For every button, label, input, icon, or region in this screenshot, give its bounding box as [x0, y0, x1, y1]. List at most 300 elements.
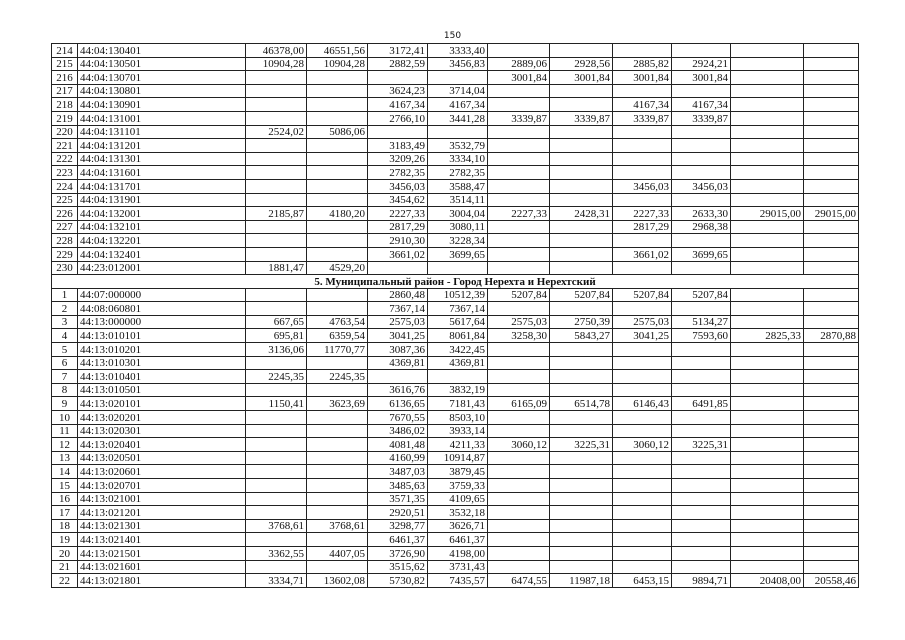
value-cell: 3001,84: [488, 71, 550, 85]
cadastral-number-cell: 44:04:132001: [78, 207, 246, 221]
row-number-cell: 10: [52, 411, 78, 425]
value-cell: [246, 533, 307, 547]
value-cell: [488, 533, 550, 547]
value-cell: [804, 424, 859, 438]
value-cell: 3001,84: [672, 71, 731, 85]
value-cell: [804, 247, 859, 261]
value-cell: 6474,55: [488, 574, 550, 588]
cadastral-number-cell: 44:13:020701: [78, 479, 246, 493]
value-cell: [613, 84, 672, 98]
value-cell: [307, 451, 368, 465]
value-cell: 3515,62: [368, 560, 428, 574]
value-cell: 2870,88: [804, 329, 859, 343]
value-cell: [307, 465, 368, 479]
cadastral-number-cell: 44:13:020201: [78, 411, 246, 425]
value-cell: 2882,59: [368, 57, 428, 71]
table-row: [52, 207, 859, 221]
row-number-cell: 221: [52, 139, 78, 153]
value-cell: [731, 302, 804, 316]
value-cell: [731, 179, 804, 193]
row-number-cell: 18: [52, 519, 78, 533]
value-cell: 6146,43: [613, 397, 672, 411]
row-number-cell: 12: [52, 438, 78, 452]
value-cell: [804, 166, 859, 180]
cadastral-number-cell: 44:04:131301: [78, 152, 246, 166]
value-cell: [488, 411, 550, 425]
value-cell: 3060,12: [613, 438, 672, 452]
value-cell: 4369,81: [428, 356, 488, 370]
table-row: [52, 574, 859, 588]
table-row: [52, 302, 859, 316]
value-cell: 3080,11: [428, 220, 488, 234]
value-cell: [550, 125, 613, 139]
table-body-top: [52, 44, 859, 275]
value-cell: 7367,14: [428, 302, 488, 316]
value-cell: [307, 234, 368, 248]
value-cell: [731, 397, 804, 411]
cadastral-number-cell: 44:13:020301: [78, 424, 246, 438]
table-row: [52, 438, 859, 452]
value-cell: 3441,28: [428, 111, 488, 125]
value-cell: [613, 139, 672, 153]
value-cell: [804, 234, 859, 248]
value-cell: [613, 451, 672, 465]
table-row: [52, 220, 859, 234]
value-cell: 2920,51: [368, 506, 428, 520]
value-cell: [307, 247, 368, 261]
cadastral-number-cell: 44:04:132201: [78, 234, 246, 248]
cadastral-number-cell: 44:13:020501: [78, 451, 246, 465]
table-row: [52, 465, 859, 479]
value-cell: [307, 479, 368, 493]
value-cell: 3136,06: [246, 343, 307, 357]
value-cell: [246, 84, 307, 98]
value-cell: [246, 111, 307, 125]
row-number-cell: 223: [52, 166, 78, 180]
value-cell: [488, 356, 550, 370]
table-row: [52, 397, 859, 411]
section-header-row: [52, 275, 859, 289]
value-cell: [488, 193, 550, 207]
value-cell: [613, 424, 672, 438]
value-cell: [731, 519, 804, 533]
value-cell: 3362,55: [246, 546, 307, 560]
table-body-bottom: [52, 288, 859, 587]
value-cell: 10904,28: [307, 57, 368, 71]
value-cell: 3339,87: [550, 111, 613, 125]
table-row: [52, 383, 859, 397]
value-cell: [550, 370, 613, 384]
value-cell: 3060,12: [488, 438, 550, 452]
value-cell: [488, 261, 550, 275]
value-cell: [488, 343, 550, 357]
value-cell: [672, 166, 731, 180]
value-cell: 2227,33: [613, 207, 672, 221]
value-cell: 695,81: [246, 329, 307, 343]
value-cell: 2928,56: [550, 57, 613, 71]
value-cell: 46378,00: [246, 44, 307, 58]
value-cell: [731, 492, 804, 506]
value-cell: [550, 234, 613, 248]
value-cell: [804, 383, 859, 397]
value-cell: [804, 44, 859, 58]
value-cell: [804, 343, 859, 357]
value-cell: [488, 179, 550, 193]
value-cell: [613, 411, 672, 425]
value-cell: [672, 125, 731, 139]
value-cell: [550, 179, 613, 193]
value-cell: 3623,69: [307, 397, 368, 411]
value-cell: [488, 546, 550, 560]
value-cell: [672, 560, 731, 574]
value-cell: [613, 356, 672, 370]
row-number-cell: 219: [52, 111, 78, 125]
value-cell: 3041,25: [613, 329, 672, 343]
value-cell: [804, 139, 859, 153]
value-cell: 4160,99: [368, 451, 428, 465]
cadastral-number-cell: 44:04:132101: [78, 220, 246, 234]
value-cell: [731, 465, 804, 479]
table-row: [52, 492, 859, 506]
value-cell: [550, 411, 613, 425]
value-cell: 2825,33: [731, 329, 804, 343]
value-cell: 3624,23: [368, 84, 428, 98]
value-cell: 2428,31: [550, 207, 613, 221]
value-cell: [307, 288, 368, 302]
value-cell: 2817,29: [613, 220, 672, 234]
value-cell: 2575,03: [488, 315, 550, 329]
value-cell: [613, 479, 672, 493]
value-cell: [488, 479, 550, 493]
value-cell: 9894,71: [672, 574, 731, 588]
value-cell: [307, 424, 368, 438]
row-number-cell: 216: [52, 71, 78, 85]
row-number-cell: 13: [52, 451, 78, 465]
value-cell: [731, 234, 804, 248]
value-cell: [246, 220, 307, 234]
value-cell: 3933,14: [428, 424, 488, 438]
value-cell: 2245,35: [246, 370, 307, 384]
value-cell: 4180,20: [307, 207, 368, 221]
value-cell: [488, 234, 550, 248]
cadastral-number-cell: 44:13:010201: [78, 343, 246, 357]
row-number-cell: 15: [52, 479, 78, 493]
value-cell: 6461,37: [428, 533, 488, 547]
value-cell: [550, 519, 613, 533]
value-cell: 2245,35: [307, 370, 368, 384]
value-cell: 2750,39: [550, 315, 613, 329]
row-number-cell: 22: [52, 574, 78, 588]
value-cell: [731, 356, 804, 370]
value-cell: 4211,33: [428, 438, 488, 452]
value-cell: [804, 356, 859, 370]
value-cell: 3001,84: [613, 71, 672, 85]
value-cell: [488, 560, 550, 574]
value-cell: [550, 479, 613, 493]
value-cell: 4763,54: [307, 315, 368, 329]
value-cell: [731, 479, 804, 493]
value-cell: 3571,35: [368, 492, 428, 506]
row-number-cell: 220: [52, 125, 78, 139]
value-cell: [246, 288, 307, 302]
value-cell: [804, 560, 859, 574]
table-row: [52, 560, 859, 574]
value-cell: [550, 343, 613, 357]
value-cell: [246, 179, 307, 193]
value-cell: [672, 479, 731, 493]
value-cell: [307, 193, 368, 207]
row-number-cell: 9: [52, 397, 78, 411]
value-cell: [488, 152, 550, 166]
value-cell: [488, 424, 550, 438]
value-cell: 2817,29: [368, 220, 428, 234]
value-cell: 1150,41: [246, 397, 307, 411]
value-cell: [246, 302, 307, 316]
value-cell: [731, 57, 804, 71]
value-cell: [731, 533, 804, 547]
value-cell: [246, 234, 307, 248]
value-cell: [804, 370, 859, 384]
value-cell: 1881,47: [246, 261, 307, 275]
value-cell: 20408,00: [731, 574, 804, 588]
value-cell: [368, 261, 428, 275]
value-cell: [246, 451, 307, 465]
value-cell: [672, 356, 731, 370]
cadastral-number-cell: 44:04:132401: [78, 247, 246, 261]
value-cell: [246, 479, 307, 493]
value-cell: 8061,84: [428, 329, 488, 343]
table-row: [52, 411, 859, 425]
value-cell: 10914,87: [428, 451, 488, 465]
table-row: [52, 451, 859, 465]
value-cell: 4109,65: [428, 492, 488, 506]
table-row: [52, 356, 859, 370]
value-cell: 4167,34: [672, 98, 731, 112]
value-cell: 3334,71: [246, 574, 307, 588]
value-cell: [246, 492, 307, 506]
cadastral-number-cell: 44:13:021401: [78, 533, 246, 547]
cadastral-number-cell: 44:04:131001: [78, 111, 246, 125]
value-cell: [550, 261, 613, 275]
value-cell: 5207,84: [672, 288, 731, 302]
value-cell: [731, 44, 804, 58]
row-number-cell: 229: [52, 247, 78, 261]
value-cell: [804, 397, 859, 411]
value-cell: [804, 315, 859, 329]
value-cell: [246, 438, 307, 452]
value-cell: [804, 193, 859, 207]
value-cell: 4198,00: [428, 546, 488, 560]
value-cell: [246, 139, 307, 153]
value-cell: [613, 465, 672, 479]
value-cell: 5843,27: [550, 329, 613, 343]
row-number-cell: 20: [52, 546, 78, 560]
value-cell: [488, 370, 550, 384]
cadastral-number-cell: 44:04:131901: [78, 193, 246, 207]
value-cell: 3339,87: [613, 111, 672, 125]
value-cell: [731, 152, 804, 166]
row-number-cell: 14: [52, 465, 78, 479]
value-cell: [613, 370, 672, 384]
value-cell: [731, 220, 804, 234]
value-cell: [613, 560, 672, 574]
value-cell: 3422,45: [428, 343, 488, 357]
cadastral-number-cell: 44:13:010401: [78, 370, 246, 384]
value-cell: [550, 424, 613, 438]
value-cell: [488, 506, 550, 520]
value-cell: 2889,06: [488, 57, 550, 71]
value-cell: [246, 424, 307, 438]
value-cell: 7593,60: [672, 329, 731, 343]
value-cell: [804, 288, 859, 302]
value-cell: [613, 166, 672, 180]
value-cell: 2766,10: [368, 111, 428, 125]
cadastral-number-cell: 44:04:130801: [78, 84, 246, 98]
value-cell: [428, 261, 488, 275]
value-cell: 3258,30: [488, 329, 550, 343]
value-cell: 6453,15: [613, 574, 672, 588]
value-cell: [672, 193, 731, 207]
value-cell: 2885,82: [613, 57, 672, 71]
value-cell: [672, 152, 731, 166]
cadastral-number-cell: 44:13:000000: [78, 315, 246, 329]
value-cell: [672, 343, 731, 357]
value-cell: 3339,87: [488, 111, 550, 125]
value-cell: [731, 411, 804, 425]
value-cell: [731, 560, 804, 574]
row-number-cell: 8: [52, 383, 78, 397]
value-cell: 3001,84: [550, 71, 613, 85]
value-cell: [246, 166, 307, 180]
row-number-cell: 3: [52, 315, 78, 329]
value-cell: [613, 125, 672, 139]
value-cell: [307, 220, 368, 234]
row-number-cell: 224: [52, 179, 78, 193]
value-cell: 3487,03: [368, 465, 428, 479]
table-row: [52, 71, 859, 85]
value-cell: [307, 71, 368, 85]
cadastral-number-cell: 44:08:060801: [78, 302, 246, 316]
cadastral-number-cell: 44:04:131701: [78, 179, 246, 193]
row-number-cell: 7: [52, 370, 78, 384]
value-cell: [731, 111, 804, 125]
value-cell: [731, 247, 804, 261]
value-cell: [550, 193, 613, 207]
value-cell: [550, 220, 613, 234]
value-cell: [428, 125, 488, 139]
value-cell: [246, 193, 307, 207]
value-cell: [307, 492, 368, 506]
cadastral-number-cell: 44:13:021001: [78, 492, 246, 506]
table-row: [52, 152, 859, 166]
value-cell: [731, 84, 804, 98]
value-cell: [307, 166, 368, 180]
value-cell: [804, 57, 859, 71]
row-number-cell: 17: [52, 506, 78, 520]
value-cell: 6136,65: [368, 397, 428, 411]
cadastral-number-cell: 44:04:130501: [78, 57, 246, 71]
value-cell: [488, 451, 550, 465]
value-cell: [804, 302, 859, 316]
value-cell: [804, 84, 859, 98]
value-cell: [307, 84, 368, 98]
cadastral-number-cell: 44:13:010101: [78, 329, 246, 343]
value-cell: [550, 465, 613, 479]
value-cell: 3333,40: [428, 44, 488, 58]
value-cell: 2782,35: [428, 166, 488, 180]
value-cell: 3486,02: [368, 424, 428, 438]
value-cell: [307, 560, 368, 574]
value-cell: 3731,43: [428, 560, 488, 574]
value-cell: 3004,04: [428, 207, 488, 221]
value-cell: 2524,02: [246, 125, 307, 139]
table-row: [52, 546, 859, 560]
value-cell: 6514,78: [550, 397, 613, 411]
value-cell: [488, 139, 550, 153]
row-number-cell: 217: [52, 84, 78, 98]
value-cell: [550, 506, 613, 520]
value-cell: [731, 166, 804, 180]
value-cell: [368, 71, 428, 85]
value-cell: 3879,45: [428, 465, 488, 479]
value-cell: 3456,03: [613, 179, 672, 193]
value-cell: [731, 343, 804, 357]
value-cell: [246, 152, 307, 166]
value-cell: [804, 492, 859, 506]
table-row: [52, 179, 859, 193]
value-cell: [804, 411, 859, 425]
cadastral-number-cell: 44:13:021801: [78, 574, 246, 588]
value-cell: [550, 84, 613, 98]
value-cell: 2575,03: [368, 315, 428, 329]
row-number-cell: 6: [52, 356, 78, 370]
value-cell: [550, 44, 613, 58]
row-number-cell: 228: [52, 234, 78, 248]
value-cell: [550, 98, 613, 112]
value-cell: [307, 411, 368, 425]
value-cell: [804, 220, 859, 234]
table-row: [52, 98, 859, 112]
value-cell: 5730,82: [368, 574, 428, 588]
value-cell: [307, 302, 368, 316]
value-cell: 2185,87: [246, 207, 307, 221]
value-cell: [246, 71, 307, 85]
value-cell: [731, 546, 804, 560]
cadastral-number-cell: 44:04:130401: [78, 44, 246, 58]
row-number-cell: 230: [52, 261, 78, 275]
value-cell: [307, 111, 368, 125]
table-row: [52, 193, 859, 207]
value-cell: [307, 139, 368, 153]
value-cell: [550, 383, 613, 397]
table-row: [52, 370, 859, 384]
value-cell: 4167,34: [613, 98, 672, 112]
value-cell: [672, 546, 731, 560]
value-cell: 3699,65: [428, 247, 488, 261]
value-cell: 7670,55: [368, 411, 428, 425]
value-cell: [428, 370, 488, 384]
row-number-cell: 4: [52, 329, 78, 343]
value-cell: 3532,79: [428, 139, 488, 153]
cadastral-number-cell: 44:04:131201: [78, 139, 246, 153]
value-cell: [307, 179, 368, 193]
value-cell: 3183,49: [368, 139, 428, 153]
value-cell: 3588,47: [428, 179, 488, 193]
value-cell: 4529,20: [307, 261, 368, 275]
page-number: 150: [443, 31, 462, 41]
value-cell: 2227,33: [488, 207, 550, 221]
row-number-cell: 11: [52, 424, 78, 438]
